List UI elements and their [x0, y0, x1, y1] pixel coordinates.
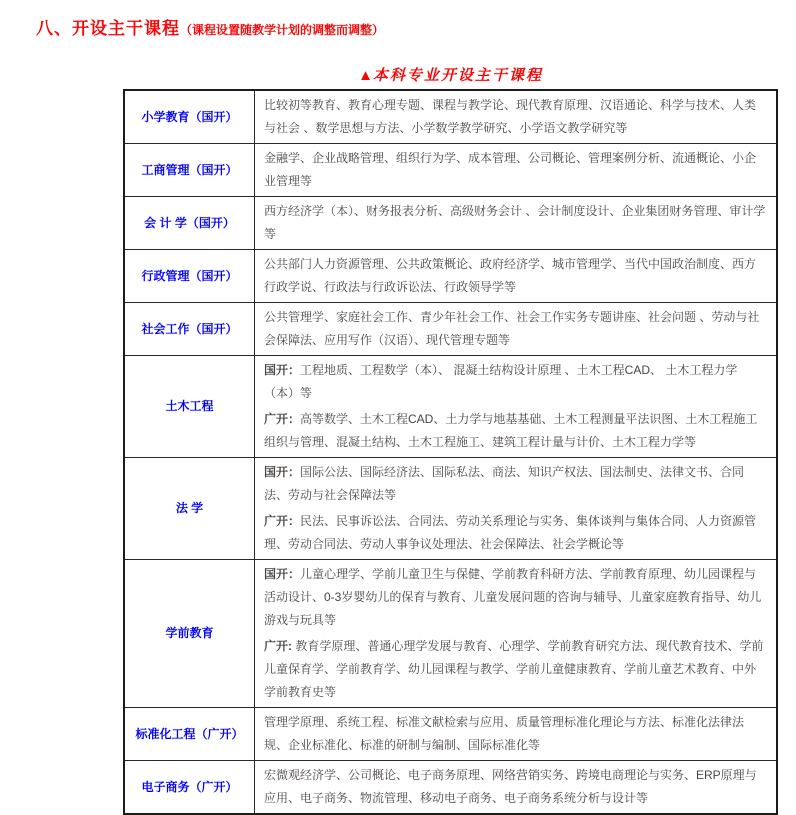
- course-list: 比较初等教育、教育心理专题、课程与教学论、现代教育原理、汉语通论、科学与技术、人类与社会 、数学思想与方法、小学数学教学研究、小学语文教学研究等: [264, 98, 757, 135]
- course-list: 公共部门人力资源管理、公共政策概论、政府经济学、城市管理学、当代中国政治制度、西方行政学说、行政法与行政诉讼法、行政领导学等: [264, 257, 757, 294]
- table-row: [124, 761, 777, 815]
- provider-prefix: 国开：: [264, 567, 301, 581]
- page-title-note: （课程设置随教学计划的调整而调整）: [180, 23, 385, 37]
- program-label: 行政管理（国开）: [124, 250, 255, 303]
- course-list: 西方经济学（本）、财务报表分析、高级财务会计 、会计制度设计、企业集团财务管理、审计学等: [264, 204, 766, 241]
- course-list-guokai: [264, 563, 767, 632]
- program-label: 社会工作（国开）: [124, 303, 255, 356]
- course-list-cell: [255, 144, 778, 197]
- course-list-guokai: [264, 461, 767, 507]
- program-label: 学前教育: [124, 560, 255, 708]
- course-list-cell: [255, 197, 778, 250]
- table-row: [124, 356, 777, 458]
- course-list-cell: [255, 356, 778, 458]
- course-list-cell: [255, 90, 778, 144]
- table-row: [124, 250, 777, 303]
- program-label: 标准化工程（广开）: [124, 708, 255, 761]
- provider-prefix: 广开:: [264, 639, 292, 653]
- triangle-marker-icon: ▲: [358, 68, 373, 84]
- provider-prefix: 广开：: [264, 412, 301, 426]
- provider-prefix: 国开：: [264, 465, 301, 479]
- table-row: [124, 708, 777, 761]
- table-row: [124, 90, 777, 144]
- program-label: 会 计 学（国开）: [124, 197, 255, 250]
- course-list-cell: [255, 761, 778, 815]
- table-row: [124, 303, 777, 356]
- program-label: 土木工程: [124, 356, 255, 458]
- course-text: 教育学原理、普通心理学发展与教育、心理学、学前教育研究方法、现代教育技术、学前儿童保育学、学前教育学、幼儿园课程与教学、学前儿童健康教育、学前儿童艺术教育、中外学前教育史等: [264, 639, 764, 699]
- course-list-guangkai: [264, 510, 767, 556]
- course-list-cell: [255, 458, 778, 560]
- page-title-main: 八、开设主干课程: [36, 19, 180, 38]
- provider-prefix: 广开：: [264, 514, 301, 528]
- page-title: [0, 0, 796, 39]
- program-label: 小学教育（国开）: [124, 90, 255, 144]
- course-text: 高等数学、土木工程CAD、土力学与地基基础、土木工程测量平法识图、土木工程施工组织与管理、混凝土结构、土木工程施工、建筑工程计量与计价、土木工程力学等: [264, 412, 758, 449]
- provider-prefix: 国开：: [264, 363, 301, 377]
- program-label: 电子商务（广开）: [124, 761, 255, 815]
- course-list-cell: [255, 560, 778, 708]
- course-list: 金融学、企业战略管理、组织行为学、成本管理、公司概论、管理案例分析、流通概论、小企业管理等: [264, 151, 757, 188]
- table-row: [124, 197, 777, 250]
- course-list: 宏微观经济学、公司概论、电子商务原理、网络营销实务、跨境电商理论与实务、ERP原理与应用、电子商务、物流管理、移动电子商务、电子商务系统分析与设计等: [264, 768, 757, 805]
- major-courses-table: [123, 89, 778, 815]
- course-list-guokai: [264, 359, 767, 405]
- table-row: [124, 560, 777, 708]
- table-caption-text: 本科专业开设主干课程: [372, 68, 543, 84]
- table-caption: [123, 64, 778, 85]
- course-text: 儿童心理学、学前儿童卫生与保健、学前教育科研方法、学前教育原理、幼儿园课程与活动设计、0-3岁婴幼儿的保育与教育、儿童发展问题的咨询与辅导、儿童家庭教育指导、幼儿游戏与玩具等: [264, 567, 762, 627]
- program-label: 工商管理（国开）: [124, 144, 255, 197]
- course-list-guangkai: [264, 408, 767, 454]
- table-row: [124, 458, 777, 560]
- course-list-guangkai: [264, 635, 767, 704]
- course-text: 工程地质、工程数学（本）、 混凝土结构设计原理 、土木工程CAD、 土木工程力学（本）等: [264, 363, 738, 400]
- table-row: [124, 144, 777, 197]
- course-list: 管理学原理、系统工程、标准文献检索与应用、质量管理标准化理论与方法、标准化法律法规、企业标准化、标准的研制与编制、国际标准化等: [264, 715, 745, 752]
- course-text: 民法、民事诉讼法、合同法、劳动关系理论与实务、集体谈判与集体合同、人力资源管理、劳动合同法、劳动人事争议处理法、社会保障法、社会学概论等: [264, 514, 757, 551]
- course-list-cell: [255, 708, 778, 761]
- course-list: 公共管理学、家庭社会工作、青少年社会工作、社会工作实务专题讲座、社会问题 、劳动与社会保障法、应用写作（汉语）、现代管理专题等: [264, 310, 760, 347]
- course-list-cell: [255, 303, 778, 356]
- course-text: 国际公法、国际经济法、国际私法、商法、知识产权法、国法制史、法律文书、合同法、劳动与社会保障法等: [264, 465, 745, 502]
- program-label: 法 学: [124, 458, 255, 560]
- course-list-cell: [255, 250, 778, 303]
